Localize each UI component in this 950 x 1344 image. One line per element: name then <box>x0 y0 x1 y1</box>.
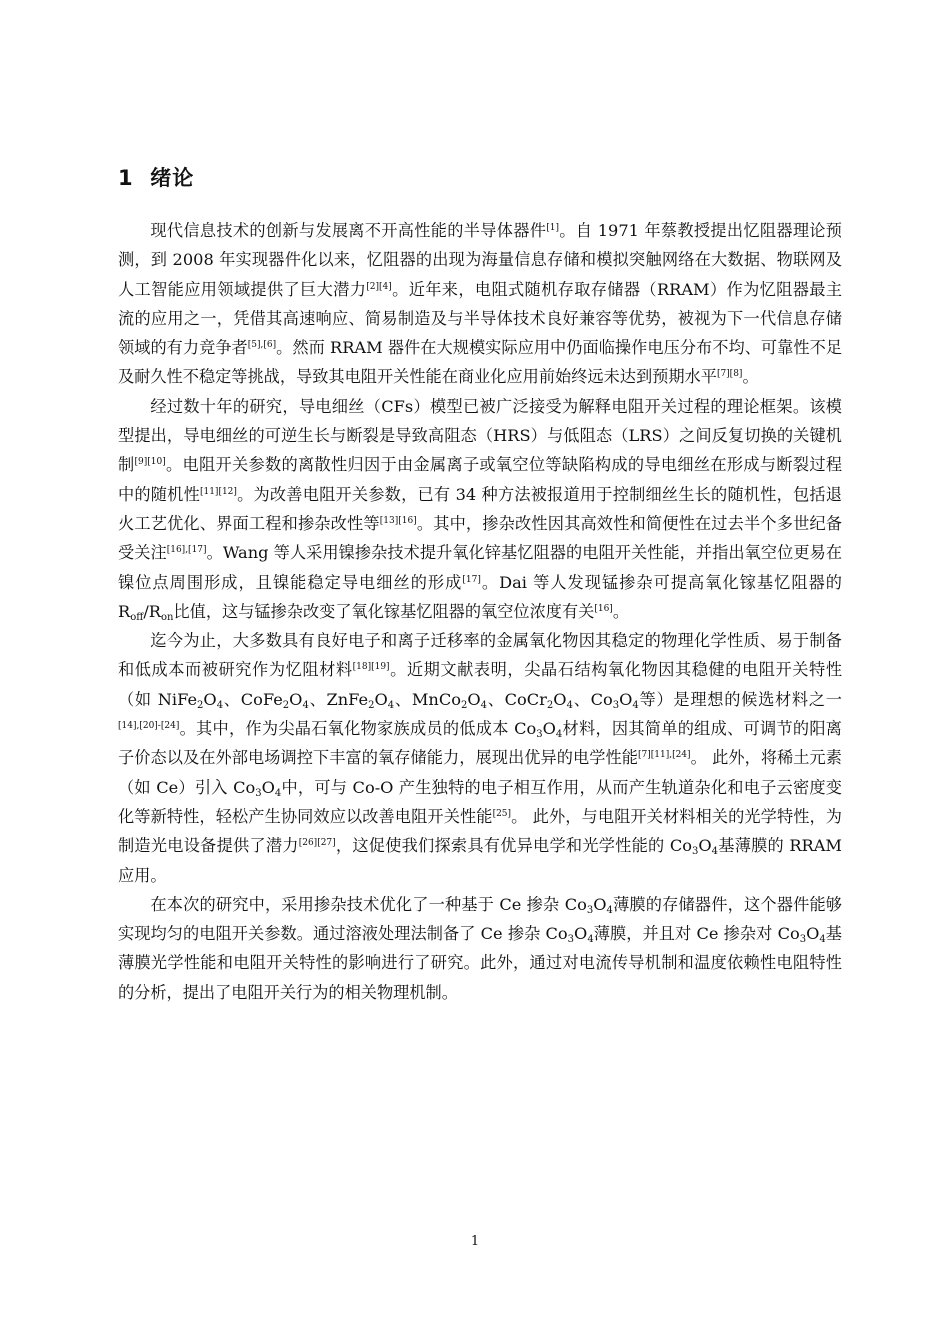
text-run: 。 <box>742 367 759 387</box>
text-run: 。为改善电阻开关参数，已有 34 种方法被报道用于控制细丝生长的随机性，包括退火工艺优化、界面工程和掺杂改性等 <box>118 484 842 533</box>
subscript: 3 <box>692 846 699 858</box>
subscript: 2 <box>460 699 468 711</box>
subscript: 2 <box>197 699 204 711</box>
text-run: 。其中，作为尖晶石氧化物家族成员的低成本 Co <box>179 719 537 739</box>
subscript: 4 <box>711 846 719 858</box>
subscript: 4 <box>819 934 826 946</box>
text-run: O <box>203 689 217 709</box>
text-run: O <box>467 689 481 709</box>
citation-ref: [13][16] <box>379 515 417 526</box>
chapter-title: 1 绪论 <box>118 166 195 190</box>
text-run: 、CoFe <box>223 689 283 709</box>
text-run: O <box>593 894 607 914</box>
citation-ref: [25] <box>492 808 512 819</box>
subscript: 2 <box>546 699 554 711</box>
subscript: 4 <box>632 699 639 711</box>
text-run: 现代信息技术的创新与发展离不开高性能的半导体器件 <box>150 221 547 240</box>
subscript: 4 <box>387 699 395 711</box>
subscript: 4 <box>274 787 282 799</box>
text-run: 。 此外，与电阻开关材料相关的光学特性，为制造光电设备提供了潜力 <box>118 806 842 856</box>
text-run: ，这促使我们探索具有优异电学和光学性能的 Co <box>335 836 692 856</box>
citation-ref: [7][11],[24] <box>637 750 691 761</box>
subscript: 4 <box>566 699 573 711</box>
text-run: O <box>289 689 303 709</box>
text-run: 经过数十年的研究，导电细丝（CFs）模型已被广泛接受为解释电阻开关过程的理论框架。该模型提出，导电细丝的可逆生长与断裂是导致高阻态（HRS）与低阻态（LRS）之间反复切换的关键机制 <box>118 396 842 475</box>
text-run: O <box>806 924 820 944</box>
subscript: 3 <box>612 699 620 711</box>
text-run: 、Co <box>572 689 613 709</box>
text-run: 在本次的研究中，采用掺杂技术优化了一种基于 Ce 掺杂 Co <box>150 894 587 914</box>
text-run: 中，可与 Co-O 产生独特的电子相互作用，从而产生轨道杂化和电子云密度变化等新特性，轻松产生协同效应以改善电阻开关性能 <box>118 777 842 826</box>
body-text <box>118 216 842 1007</box>
text-run: 比值，这与锰掺杂改变了氧化镓基忆阻器的氧空位浓度有关 <box>173 601 595 621</box>
text-run: 基薄膜的 RRAM 应用。 <box>118 836 843 885</box>
citation-ref: [7][8] <box>716 369 743 380</box>
text-run: O <box>542 719 556 739</box>
text-run: O <box>698 836 712 856</box>
citation-ref: [16] <box>594 603 613 614</box>
text-run: O <box>574 924 588 944</box>
text-run: 材料，因其简单的组成、可调节的阳离子价态以及在外部电场调控下丰富的氧存储能力，展现出优异的电学性能 <box>118 719 842 768</box>
text-run: /R <box>143 601 161 621</box>
paragraph <box>118 216 842 392</box>
text-run: 。Dai 等人发现锰掺杂可提高氧化镓基忆阻器的 R <box>118 572 842 621</box>
subscript: 3 <box>536 729 543 741</box>
citation-ref: [17] <box>462 574 481 585</box>
subscript: 3 <box>255 787 262 799</box>
text-run: O <box>374 689 388 709</box>
citation-ref: [1] <box>546 223 559 233</box>
text-run: O <box>553 689 567 709</box>
subscript: 4 <box>555 729 563 741</box>
paragraph <box>118 392 842 626</box>
text-run: O <box>261 777 275 797</box>
text-run: 、ZnFe <box>308 689 369 709</box>
citation-ref: [2][4] <box>366 281 392 292</box>
paragraph <box>118 626 842 890</box>
text-run: 基薄膜光学性能和电阻开关特性的影响进行了研究。此外，通过对电流传导机制和温度依赖性电阻特性的分析，提出了电阻开关行为的相关物理机制。 <box>118 924 842 1002</box>
text-run: 。自 1971 年蔡教授提出忆阻器理论预测，到 2008 年实现器件化以来，忆阻器的出现为海量信息存储和模拟突触网络在大数据、物联网及人工智能应用领域提供了巨大潜力 <box>118 221 842 299</box>
subscript: 4 <box>606 904 613 916</box>
subscript: 4 <box>302 699 309 711</box>
text-run: 。其中，掺杂改性因其高效性和简便性在过去半个多世纪备受关注 <box>118 513 843 563</box>
subscript: off <box>130 611 144 623</box>
page-number: 1 <box>470 1234 480 1249</box>
subscript: 2 <box>368 699 375 711</box>
text-run: 迄今为止，大多数具有良好电子和离子迁移率的金属氧化物因其稳定的物理化学性质、易于制备和低成本而被研究作为忆阻材料 <box>118 631 842 680</box>
text-run: 。 <box>612 601 629 621</box>
text-run: 薄膜的存储器件，这个器件能够实现均匀的电阻开关参数。通过溶液处理法制备了 Ce 掺杂 Co <box>118 894 842 944</box>
paragraph <box>118 890 842 1007</box>
subscript: 4 <box>587 934 594 946</box>
text-run: 薄膜，并且对 Ce 掺杂对 Co <box>593 924 800 944</box>
subscript: 4 <box>480 699 487 711</box>
citation-ref: [14],[20]-[24] <box>118 721 180 732</box>
text-run: 。电阻开关参数的离散性归因于由金属离子或氧空位等缺陷构成的导电细丝在形成与断裂过程中的随机性 <box>118 455 843 504</box>
subscript: 3 <box>567 934 575 946</box>
text-run: 、MnCo <box>394 689 461 709</box>
text-run: 。近期文献表明，尖晶石结构氧化物因其稳健的电阻开关特性（如 NiFe <box>118 660 843 709</box>
text-run: O <box>619 689 633 709</box>
text-run: 等）是理想的候选材料之一 <box>638 689 842 709</box>
text-run: 。Wang 等人采用镍掺杂技术提升氧化锌基忆阻器的电阻开关性能，并指出氧空位更易在镍位点周围形成，且镍能稳定导电细丝的形成 <box>118 543 843 592</box>
citation-ref: [9][10] <box>134 457 166 468</box>
text-run: 。近年来，电阻式随机存取存储器（RRAM）作为忆阻器最主流的应用之一，凭借其高速响应、简易制造及与半导体技术良好兼容等优势，被视为下一代信息存储领域的有力竞争者 <box>118 279 843 358</box>
citation-ref: [18][19] <box>352 662 390 673</box>
subscript: 2 <box>282 699 290 711</box>
subscript: 3 <box>799 934 807 946</box>
citation-ref: [26][27] <box>298 838 336 849</box>
text-run: 、CoCr <box>486 689 547 709</box>
text-run: 。然而 RRAM 器件在大规模实际应用中仍面临操作电压分布不均、可靠性不足及耐久性不稳定等挑战，导致其电阻开关性能在商业化应用前始终远未达到预期水平 <box>118 338 843 387</box>
subscript: 4 <box>216 699 224 711</box>
citation-ref: [16],[17] <box>166 545 207 556</box>
citation-ref: [11][12] <box>199 486 237 497</box>
subscript: on <box>160 611 174 623</box>
citation-ref: [5],[6] <box>247 340 277 351</box>
subscript: 3 <box>586 904 594 916</box>
text-run: 。 此外，将稀土元素（如 Ce）引入 Co <box>118 748 842 797</box>
